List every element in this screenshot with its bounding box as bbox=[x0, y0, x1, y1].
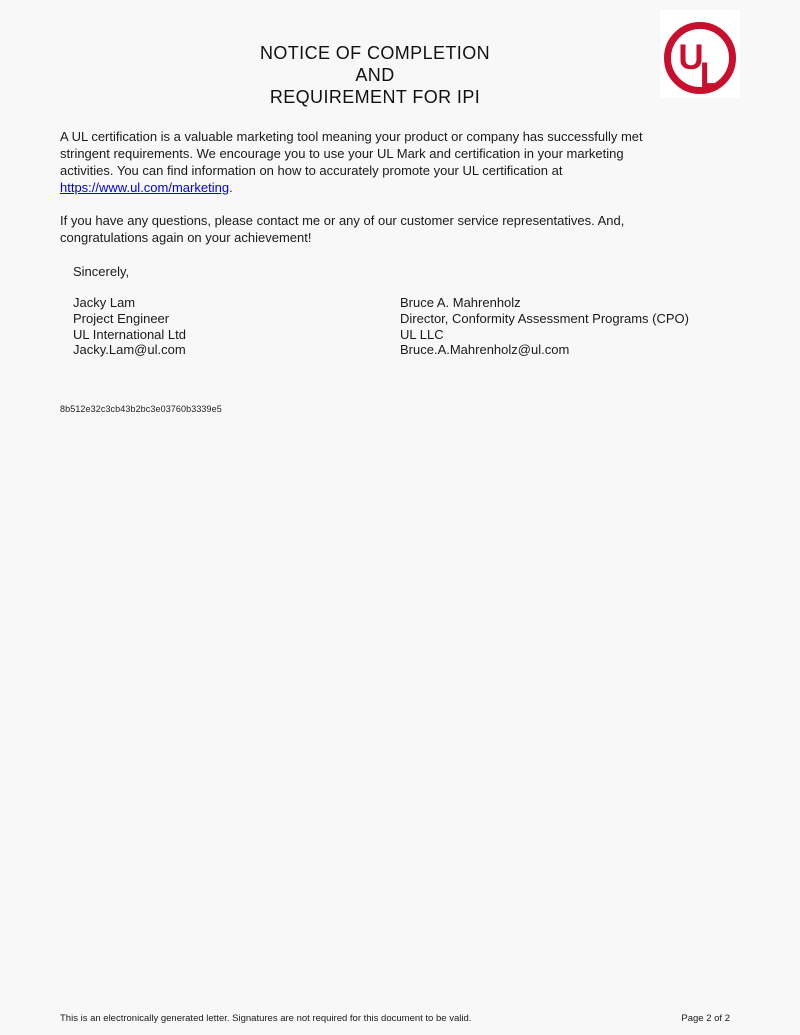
page-number: Page 2 of 2 bbox=[681, 1013, 730, 1024]
letter-body bbox=[60, 128, 740, 358]
signer-email: Jacky.Lam@ul.com bbox=[73, 342, 186, 358]
paragraph-line: stringent requirements. We encourage you to use your UL Mark and certification in your marketing bbox=[60, 146, 624, 161]
signer-email: Bruce.A.Mahrenholz@ul.com bbox=[400, 342, 570, 358]
title-line-1: NOTICE OF COMPLETION bbox=[259, 43, 490, 63]
signer-name: Bruce A. Mahrenholz bbox=[400, 295, 521, 310]
marketing-paragraph bbox=[60, 128, 740, 196]
paragraph-line: A UL certification is a valuable marketing tool meaning your product or company has successfully met bbox=[60, 129, 643, 144]
signer-company: UL International Ltd bbox=[73, 326, 186, 342]
paragraph-line: activities. You can find information on how to accurately promote your UL certification at bbox=[60, 163, 563, 178]
document-title bbox=[0, 42, 750, 108]
signer-title: Project Engineer bbox=[73, 310, 170, 326]
signature-left bbox=[73, 295, 400, 358]
signer-title: Director, Conformity Assessment Programs (CPO) bbox=[400, 310, 689, 326]
signature-block bbox=[73, 295, 740, 358]
signature-right bbox=[400, 295, 740, 358]
link-suffix: . bbox=[229, 180, 233, 195]
signer-name: Jacky Lam bbox=[73, 295, 136, 310]
ul-logo-letter-u: U bbox=[678, 38, 704, 77]
footer-note: This is an electronically generated letter. Signatures are not required for this document to be valid. bbox=[60, 1013, 472, 1024]
signer-company: UL LLC bbox=[400, 326, 444, 342]
paragraph-line: congratulations again on your achievement! bbox=[60, 230, 312, 245]
document-reference-hash: 8b512e32c3cb43b2bc3e03760b3339e5 bbox=[60, 404, 222, 414]
questions-paragraph bbox=[60, 212, 740, 246]
closing-salutation: Sincerely, bbox=[73, 264, 130, 279]
link-line bbox=[60, 179, 740, 196]
ul-logo-letter-l: L bbox=[699, 56, 722, 95]
title-line-3: REQUIREMENT FOR IPI bbox=[269, 87, 481, 107]
marketing-link[interactable]: https://www.ul.com/marketing bbox=[60, 180, 230, 195]
paragraph-line: If you have any questions, please contact me or any of our customer service representatives. And, bbox=[60, 213, 625, 228]
title-line-2: AND bbox=[355, 65, 395, 85]
page-footer bbox=[60, 1013, 730, 1024]
